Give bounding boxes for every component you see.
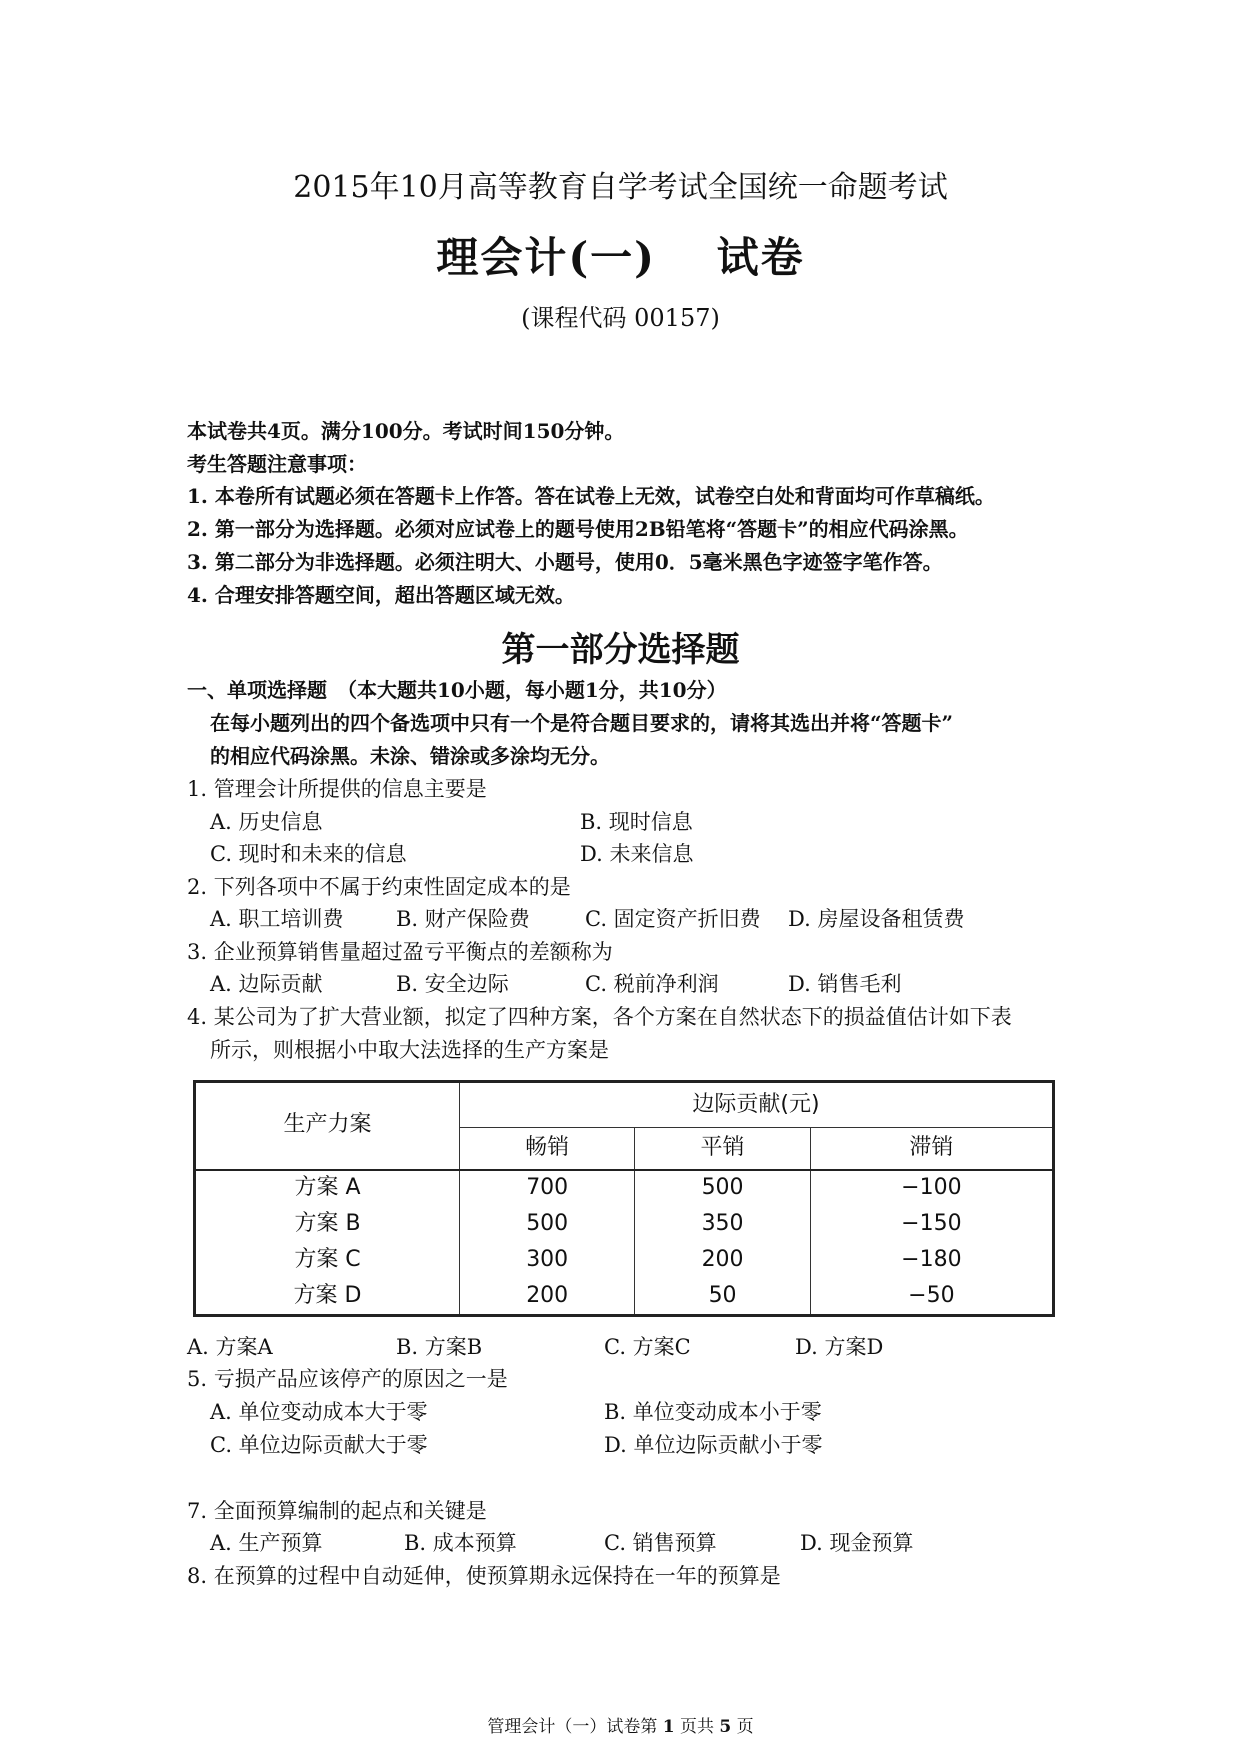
row-label: 方案 D [195, 1278, 460, 1316]
option-d: D. 未来信息 [580, 842, 694, 866]
note-item: 1. 本卷所有试题必须在答题卡上作答。答在试卷上无效，试卷空白处和背面均可作草稿纸。 [187, 484, 995, 508]
table-cell: 200 [460, 1278, 635, 1316]
table-cell: −150 [901, 1211, 962, 1237]
question-stem: 7. 全面预算编制的起点和关键是 [187, 1499, 487, 1523]
option-d: D. 方案D [795, 1335, 884, 1359]
footer-suffix: 页 [736, 1717, 754, 1737]
option-d: D. 销售毛利 [788, 972, 902, 996]
option-b: B. 成本预算 [404, 1531, 517, 1555]
note-item: 3. 第二部分为非选择题。必须注明大、小题号，使用0．5毫米黑色字迹签字笔作答。 [187, 550, 943, 574]
table-cell: −180 [901, 1246, 962, 1272]
option-a: A. 历史信息 [210, 810, 323, 834]
section-instruction: 的相应代码涂黑。未涂、错涂或多涂均无分。 [210, 744, 610, 768]
group-header-cell: 边际贡献(元) [460, 1082, 1054, 1128]
option-c: C. 税前净利润 [585, 972, 719, 996]
option-c: C. 现时和未来的信息 [210, 842, 407, 866]
table-cell: −100 [901, 1175, 962, 1201]
page-footer [0, 1712, 1241, 1737]
table-cell: −50 [908, 1282, 955, 1308]
option-d: D. 现金预算 [800, 1531, 914, 1555]
table-cell: 300 [460, 1242, 635, 1278]
option-b: B. 现时信息 [580, 810, 693, 834]
table-cell: 50 [635, 1278, 810, 1316]
option-b: B. 安全边际 [396, 972, 509, 996]
part-title: 第一部分选择题 [501, 630, 740, 670]
row-label: 方案 B [195, 1206, 460, 1242]
option-a: A. 单位变动成本大于零 [210, 1400, 428, 1424]
footer-mid: 页共 [680, 1717, 714, 1737]
option-a: A. 方案A [187, 1335, 273, 1359]
question-stem: 5. 亏损产品应该停产的原因之一是 [187, 1367, 508, 1391]
table-cell: 500 [460, 1206, 635, 1242]
option-a: A. 职工培训费 [210, 907, 344, 931]
option-a: A. 生产预算 [210, 1531, 323, 1555]
question-stem: 2. 下列各项中不属于约束性固定成本的是 [187, 875, 571, 899]
table-cell: 700 [460, 1170, 635, 1207]
table-cell: 200 [635, 1242, 810, 1278]
column-header: 滞销 [810, 1128, 1053, 1170]
section-heading: 一、单项选择题 （本大题共10小题，每小题1分，共10分） [187, 678, 727, 702]
question-stem: 8. 在预算的过程中自动延伸，使预算期永远保持在一年的预算是 [187, 1564, 781, 1588]
table-row [195, 1242, 1054, 1278]
table-row [195, 1278, 1054, 1316]
option-a: A. 边际贡献 [210, 972, 323, 996]
section-instruction: 在每小题列出的四个备选项中只有一个是符合题目要求的，请将其选出并将“答题卡” [210, 711, 954, 735]
option-c: C. 固定资产折旧费 [585, 907, 761, 931]
column-header: 畅销 [460, 1128, 635, 1170]
paper-summary: 本试卷共4页。满分100分。考试时间150分钟。 [187, 419, 625, 443]
paper-title: 理会计(一) 试卷 [436, 233, 805, 282]
option-c: C. 销售预算 [604, 1531, 717, 1555]
question-stem: 3. 企业预算销售量超过盈亏平衡点的差额称为 [187, 940, 613, 964]
footer-prefix: 管理会计（一）试卷第 [487, 1717, 658, 1737]
table-cell: 500 [635, 1170, 810, 1207]
table-row [195, 1206, 1054, 1242]
question-stem: 1. 管理会计所提供的信息主要是 [187, 777, 487, 801]
row-label: 方案 C [195, 1242, 460, 1278]
row-label: 方案 A [195, 1170, 460, 1207]
option-b: B. 方案B [396, 1335, 483, 1359]
column-header: 平销 [635, 1128, 810, 1170]
option-b: B. 财产保险费 [396, 907, 530, 931]
payoff-table [193, 1080, 1055, 1317]
footer-page-number: 1 [662, 1717, 675, 1737]
exam-header: 2015年10月高等教育自学考试全国统一命题考试 [293, 170, 948, 205]
question-stem: 4. 某公司为了扩大营业额，拟定了四种方案，各个方案在自然状态下的损益值估计如下表 [187, 1005, 1012, 1029]
footer-total-pages: 5 [719, 1717, 732, 1737]
option-d: D. 房屋设备租赁费 [788, 907, 965, 931]
note-item: 4. 合理安排答题空间，超出答题区域无效。 [187, 583, 575, 607]
option-b: B. 单位变动成本小于零 [604, 1400, 822, 1424]
notes-heading: 考生答题注意事项： [187, 452, 367, 476]
option-c: C. 方案C [604, 1335, 691, 1359]
note-item: 2. 第一部分为选择题。必须对应试卷上的题号使用2B铅笔将“答题卡”的相应代码涂黑。 [187, 517, 969, 541]
table-cell: 350 [635, 1206, 810, 1242]
table-row [195, 1170, 1054, 1207]
question-stem-cont: 所示，则根据小中取大法选择的生产方案是 [210, 1038, 609, 1062]
course-code: (课程代码 00157) [521, 304, 720, 332]
row-header-cell: 生产力案 [195, 1082, 460, 1170]
option-d: D. 单位边际贡献小于零 [604, 1433, 823, 1457]
option-c: C. 单位边际贡献大于零 [210, 1433, 428, 1457]
